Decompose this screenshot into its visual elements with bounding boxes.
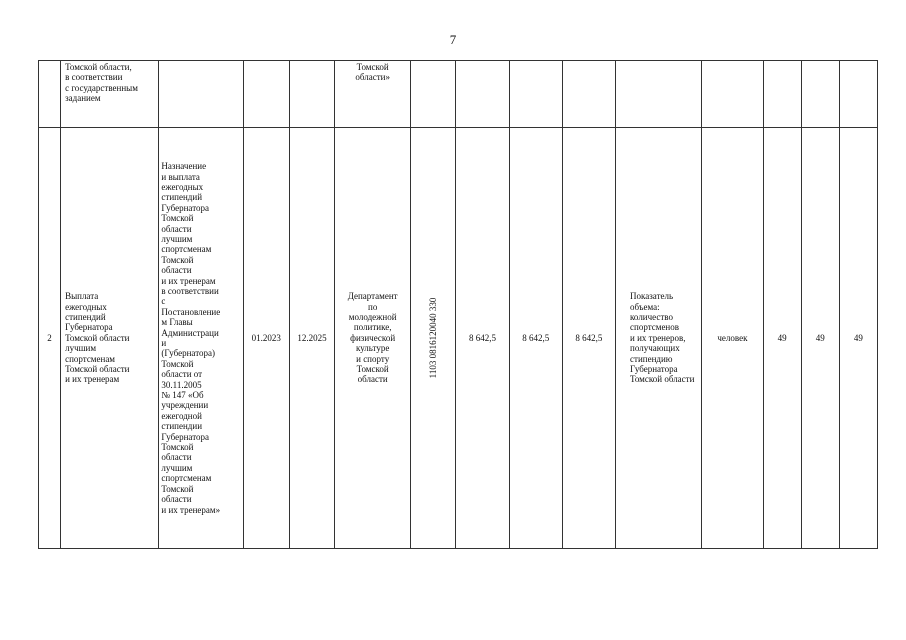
table-row	[39, 61, 878, 128]
cell-amount-3	[562, 61, 615, 128]
cell-value-2: 49	[801, 128, 839, 549]
cell-start: 01.2023	[243, 128, 289, 549]
cell-name: Выплата ежегодных стипендий Губернатора Томской области лучшим спортсменам Томской области и их тренерам	[61, 128, 159, 549]
cell-executor: Департамент по молодежной политике, физической культуре и спорту Томской области	[335, 128, 411, 549]
cell-indicator	[616, 61, 702, 128]
cell-unit	[702, 61, 763, 128]
cell-amount-1	[456, 61, 509, 128]
cell-kbk	[411, 128, 456, 549]
cell-amount-3: 8 642,5	[562, 128, 615, 549]
cell-value-1: 49	[763, 128, 801, 549]
cell-basis	[159, 61, 243, 128]
kbk-code: 1103 0816120040 330	[428, 297, 439, 379]
cell-basis: Назначение и выплата ежегодных стипендий Губернатора Томской области лучшим спортсменам Томской области и их тренерам в соответствии с Постановление м Главы Администраци и (Губернатора) Томской области от 30.11.2005 № 147 «Об учреждении ежегодной стипендии Губернатора Томской области лучшим спортсменам Томской области и их тренерам»	[159, 128, 243, 549]
cell-value-3	[839, 61, 877, 128]
table-row	[39, 128, 878, 549]
cell-start	[243, 61, 289, 128]
cell-num: 2	[39, 128, 61, 549]
cell-kbk	[411, 61, 456, 128]
cell-value-1	[763, 61, 801, 128]
cell-name: Томской области, в соответствии с государственным заданием	[61, 61, 159, 128]
cell-amount-2	[509, 61, 562, 128]
cell-unit: человек	[702, 128, 763, 549]
cell-value-3: 49	[839, 128, 877, 549]
cell-amount-2: 8 642,5	[509, 128, 562, 549]
cell-executor: Томской области»	[335, 61, 411, 128]
cell-end: 12.2025	[289, 128, 334, 549]
cell-num	[39, 61, 61, 128]
cell-value-2	[801, 61, 839, 128]
cell-end	[289, 61, 334, 128]
cell-indicator: Показатель объема: количество спортсменов и их тренеров, получающих стипендию Губернатора Томской области	[616, 128, 702, 549]
cell-amount-1: 8 642,5	[456, 128, 509, 549]
program-table	[38, 60, 878, 549]
page-number: 7	[449, 32, 457, 47]
